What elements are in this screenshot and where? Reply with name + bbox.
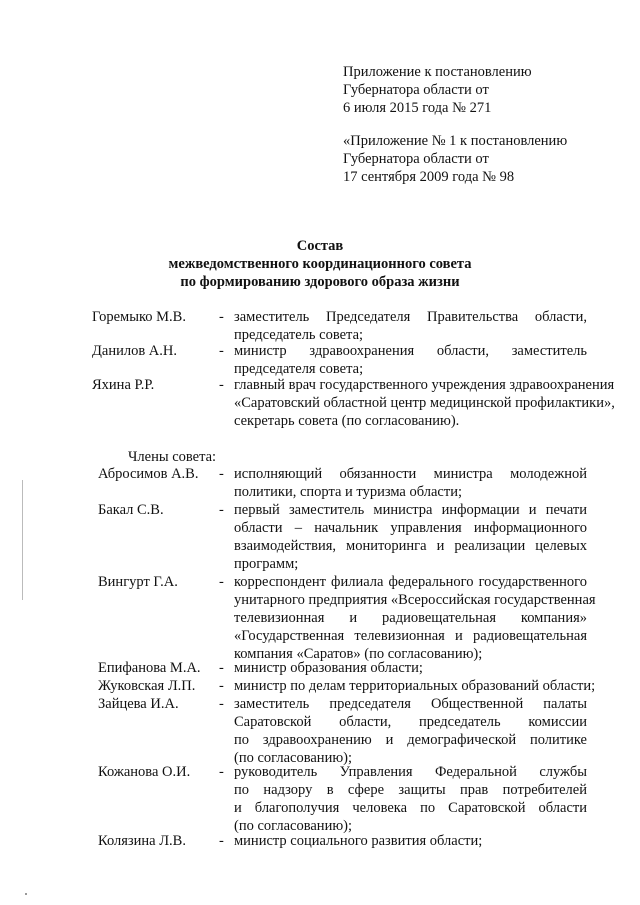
member-position: [234, 342, 587, 378]
member-position: [234, 677, 596, 695]
member-position: [234, 573, 596, 663]
separator-dash: -: [219, 343, 224, 359]
separator-dash: -: [219, 660, 224, 676]
member-name: Данилов А.Н.: [92, 343, 177, 359]
member-name: Яхина Р.Р.: [92, 377, 155, 393]
member-position: [234, 832, 587, 850]
position-line: министр по делам территориальных образований области;: [234, 678, 596, 694]
annex-current-decree: [343, 63, 613, 117]
annex-line: 17 сентября 2009 года № 98: [343, 169, 515, 185]
position-line: министр социального развития области;: [234, 833, 483, 849]
title-line: Состав: [296, 238, 344, 254]
position-line: «Саратовский областной центр медицинской профилактики»,: [234, 395, 615, 411]
member-name: Горемыко М.В.: [92, 309, 186, 325]
separator-dash: -: [219, 466, 224, 482]
member-name: Епифанова М.А.: [98, 660, 201, 676]
position-line: секретарь совета (по согласованию).: [234, 413, 460, 429]
member-position: [234, 659, 587, 677]
separator-dash: -: [219, 502, 224, 518]
member-position: [234, 308, 587, 344]
scan-edge-mark: [22, 480, 23, 600]
member-name: Абросимов А.В.: [98, 466, 199, 482]
member-position: [234, 695, 587, 767]
annex-original-decree: [343, 132, 613, 186]
member-name: Зайцева И.А.: [98, 696, 179, 712]
separator-dash: -: [219, 309, 224, 325]
position-line: области – начальник управления информационного: [234, 520, 587, 536]
annex-line: Губернатора области от: [343, 151, 489, 167]
position-line: министр здравоохранения области, заместитель: [234, 343, 587, 359]
position-line: по надзору в сфере защиты прав потребителей: [234, 782, 587, 798]
position-line: (по согласованию);: [234, 818, 353, 834]
annex-line: «Приложение № 1 к постановлению: [343, 133, 568, 149]
member-position: [234, 376, 615, 430]
member-position: [234, 465, 587, 501]
position-line: (по согласованию);: [234, 750, 353, 766]
position-line: руководитель Управления Федеральной службы: [234, 764, 587, 780]
annex-line: Приложение к постановлению: [343, 64, 532, 80]
position-line: и благополучия человека по Саратовской области: [234, 800, 587, 816]
member-position: [234, 763, 587, 835]
separator-dash: -: [219, 696, 224, 712]
position-line: взаимодействия, мониторинга и реализации целевых: [234, 538, 587, 554]
member-name: Колязина Л.В.: [98, 833, 186, 849]
position-line: исполняющий обязанности министра молодежной: [234, 466, 587, 482]
position-line: председателя совета;: [234, 361, 364, 377]
separator-dash: -: [219, 833, 224, 849]
position-line: первый заместитель министра информации и печати: [234, 502, 587, 518]
title-line: межведомственного координационного совета: [168, 256, 472, 272]
separator-dash: -: [219, 764, 224, 780]
member-name: Вингурт Г.А.: [98, 574, 178, 590]
position-line: по здравоохранению и демографической политике: [234, 732, 587, 748]
position-line: заместитель председателя Общественной палаты: [234, 696, 587, 712]
member-name: Бакал С.В.: [98, 502, 164, 518]
separator-dash: -: [219, 678, 224, 694]
position-line: председатель совета;: [234, 327, 364, 343]
member-name: Кожанова О.И.: [98, 764, 191, 780]
position-line: программ;: [234, 556, 299, 572]
position-line: корреспондент филиала федерального государственного: [234, 574, 587, 590]
annex-line: Губернатора области от: [343, 82, 489, 98]
position-line: телевизионная и радиовещательная компания»: [234, 610, 587, 626]
position-line: министр образования области;: [234, 660, 423, 676]
annex-line: 6 июля 2015 года № 271: [343, 100, 492, 116]
position-line: политики, спорта и туризма области;: [234, 484, 462, 500]
member-name: Жуковская Л.П.: [98, 678, 196, 694]
scan-dust-dot: [25, 893, 27, 895]
member-position: [234, 501, 587, 573]
separator-dash: -: [219, 377, 224, 393]
title-line: по формированию здорового образа жизни: [180, 274, 460, 290]
document-title: [0, 237, 640, 291]
separator-dash: -: [219, 574, 224, 590]
position-line: главный врач государственного учреждения здравоохранения: [234, 377, 615, 393]
position-line: компания «Саратов» (по согласованию);: [234, 646, 483, 662]
position-line: Саратовской области, председатель комиссии: [234, 714, 587, 730]
position-line: заместитель Председателя Правительства области,: [234, 309, 587, 325]
members-heading: Члены совета:: [128, 449, 217, 465]
position-line: унитарного предприятия «Всероссийская государственная: [234, 592, 596, 608]
position-line: «Государственная телевизионная и радиовещательная: [234, 628, 587, 644]
